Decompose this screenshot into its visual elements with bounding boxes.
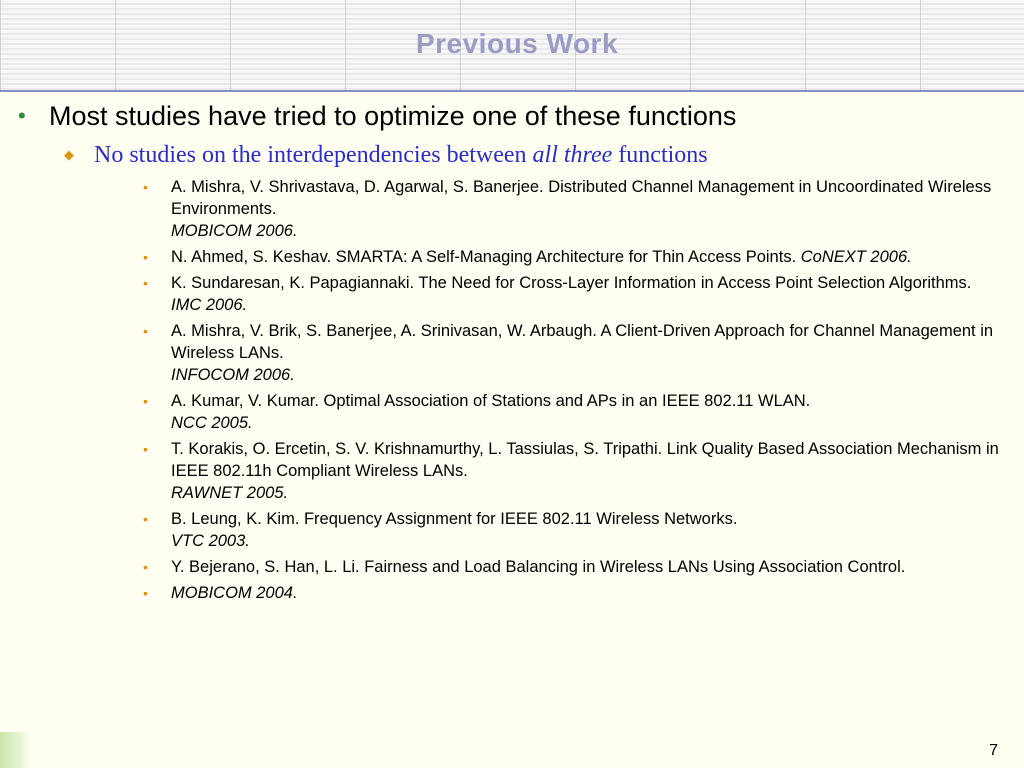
reference-text: A. Kumar, V. Kumar. Optimal Association of Stations and APs in an IEEE 802.11 WLAN. xyxy=(171,392,811,410)
reference-text: N. Ahmed, S. Keshav. SMARTA: A Self-Managing Architecture for Thin Access Points. xyxy=(171,248,801,266)
bullet-level1-text: Most studies have tried to optimize one of these functions xyxy=(49,101,737,131)
bullet-dot-icon: • xyxy=(143,393,148,409)
reference-item xyxy=(143,246,1013,268)
reference-text: T. Korakis, O. Ercetin, S. V. Krishnamurthy, L. Tassiulas, S. Tripathi. Link Quality Based Association Mechanism in IEEE 802.11h Compliant Wireless LANs. xyxy=(171,440,999,480)
diamond-bullet-icon: ◆ xyxy=(64,147,74,162)
bullet-level2-emphasis: all three xyxy=(532,142,613,168)
reference-item xyxy=(143,390,1013,434)
bullet-dot-icon: • xyxy=(18,103,26,128)
bullet-dot-icon: • xyxy=(143,511,148,527)
reference-venue: VTC 2003. xyxy=(171,532,250,550)
reference-item xyxy=(143,176,1013,242)
reference-text: A. Mishra, V. Shrivastava, D. Agarwal, S. Banerjee. Distributed Channel Management in Uncoordinated Wireless Environments. xyxy=(171,178,992,218)
bullet-dot-icon: • xyxy=(143,249,148,265)
slide-title: Previous Work xyxy=(415,28,619,59)
bullet-level2-text xyxy=(94,141,708,169)
bullet-dot-icon: • xyxy=(143,275,148,291)
reference-text: Y. Bejerano, S. Han, L. Li. Fairness and Load Balancing in Wireless LANs Using Association Control. xyxy=(171,558,906,576)
bullet-dot-icon: • xyxy=(143,179,148,195)
reference-item xyxy=(143,556,1013,578)
reference-text: B. Leung, K. Kim. Frequency Assignment for IEEE 802.11 Wireless Networks. xyxy=(171,510,738,528)
reference-item xyxy=(143,508,1013,552)
reference-item xyxy=(143,272,1013,316)
reference-venue: MOBICOM 2006. xyxy=(171,222,298,240)
reference-venue: RAWNET 2005. xyxy=(171,484,289,502)
bullet-dot-icon: • xyxy=(143,323,148,339)
corner-accent xyxy=(0,732,30,768)
reference-venue: INFOCOM 2006. xyxy=(171,366,295,384)
reference-item xyxy=(143,320,1013,386)
reference-item xyxy=(143,438,1013,504)
reference-venue: MOBICOM 2004. xyxy=(171,584,298,602)
reference-text: A. Mishra, V. Brik, S. Banerjee, A. Srinivasan, W. Arbaugh. A Client-Driven Approach for Channel Management in Wireless LANs. xyxy=(171,322,994,362)
bullet-dot-icon: • xyxy=(143,441,148,457)
page-number: 7 xyxy=(989,742,998,759)
reference-venue: CoNEXT 2006. xyxy=(800,248,912,266)
header-divider xyxy=(0,90,1024,92)
reference-venue: NCC 2005. xyxy=(171,414,253,432)
reference-text: K. Sundaresan, K. Papagiannaki. The Need for Cross-Layer Information in Access Point Selection Algorithms. xyxy=(171,274,972,292)
bullet-dot-icon: • xyxy=(143,585,148,601)
bullet-level2-text-after: functions xyxy=(612,142,708,168)
reference-venue: IMC 2006. xyxy=(171,296,248,314)
reference-list xyxy=(143,176,1013,608)
reference-item xyxy=(143,582,1013,604)
bullet-level2-text-before: No studies on the interdependencies between xyxy=(94,142,533,168)
bullet-dot-icon: • xyxy=(143,559,148,575)
